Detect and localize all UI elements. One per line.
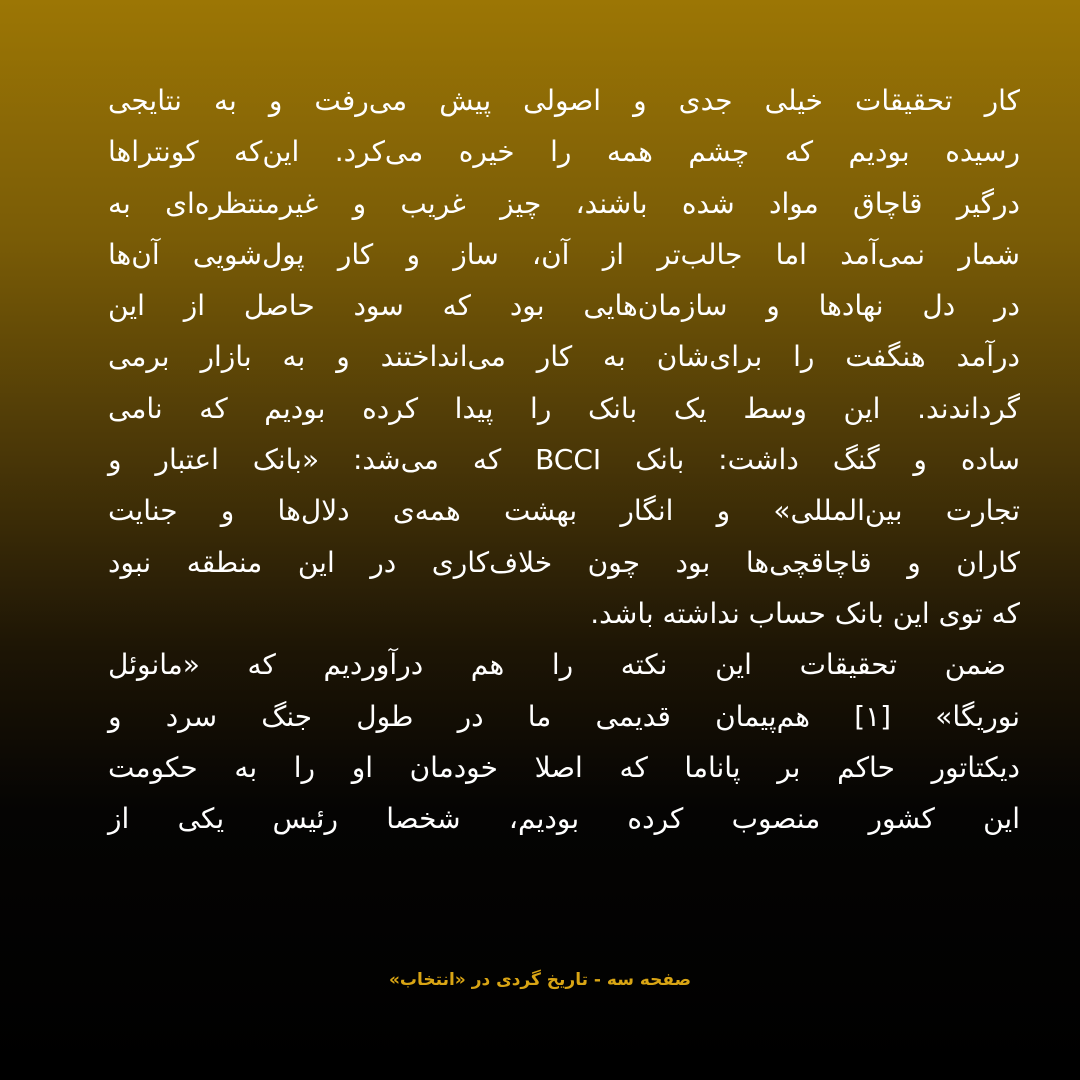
article-body	[108, 78, 1020, 847]
text-line: دیکتاتور حاکم بر پاناما که اصلا خودمان او را به حکومت	[108, 750, 1020, 784]
text-line: درگیر قاچاق مواد شده باشند، چیز غریب و غیرمنتظره‌ای به	[108, 186, 1020, 220]
text-line: در دل نهادها و سازمان‌هایی بود که سود حاصل از این	[108, 289, 1020, 323]
text-line: ضمن تحقیقات این نکته را هم درآوردیم که «مانوئل	[108, 648, 1006, 682]
page-footer: صفحه سه - تاریخ گردی در «انتخاب»	[388, 970, 692, 990]
text-line: کاران و قاچاقچی‌ها بود چون خلاف‌کاری در این منطقه نبود	[108, 545, 1020, 579]
text-line: کار تحقیقات خیلی جدی و اصولی پیش می‌رفت و به نتایجی	[108, 84, 1020, 117]
text-line: این کشور منصوب کرده بودیم، شخصا رئیس یکی از	[108, 802, 1020, 836]
text-line: تجارت بین‌المللی» و انگار بهشت همه‌ی دلال‌ها و جنایت	[108, 494, 1020, 528]
text-line: گرداندند. این وسط یک بانک را پیدا کرده بودیم که نامی	[108, 391, 1020, 425]
text-line: نوریگا» [۱] هم‌پیمان قدیمی ما در طول جنگ سرد و	[108, 699, 1020, 733]
text-line: که توی این بانک حساب نداشته باشد.	[590, 596, 1020, 630]
text-line: شمار نمی‌آمد اما جالب‌تر از آن، ساز و کار پول‌شویی آن‌ها	[108, 237, 1020, 271]
text-line: درآمد هنگفت را برای‌شان به کار می‌انداختند و به بازار برمی	[108, 340, 1020, 374]
text-line: ساده و گنگ داشت: بانک BCCI که می‌شد: «بانک اعتبار و	[108, 443, 1020, 477]
text-line: رسیده بودیم که چشم همه را خیره می‌کرد. این‌که کونتراها	[108, 135, 1020, 169]
